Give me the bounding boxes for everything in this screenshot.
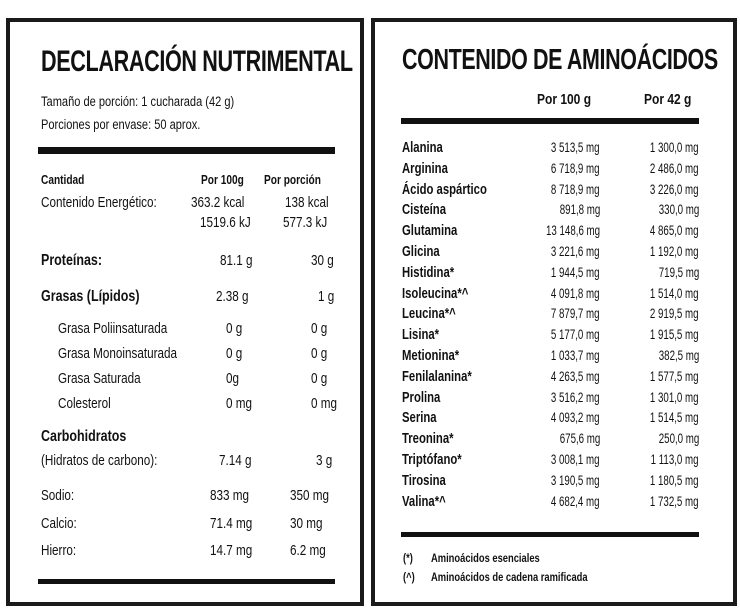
aminoacid-per-42g: 1 514,5 mg	[650, 410, 699, 425]
aminoacid-per-100g: 675,6 mg	[559, 431, 600, 446]
amino-header-divider	[401, 118, 699, 124]
aminoacid-name: Leucina*^	[402, 306, 456, 322]
aminoacid-per-100g: 4 263,5 mg	[551, 369, 600, 384]
header-per-serving: Por porción	[264, 172, 321, 187]
aminoacid-name: Histidina*	[402, 265, 455, 281]
fat-sub-per-serving: 0 mg	[311, 395, 338, 412]
aminoacid-name: Ácido aspártico	[402, 182, 487, 198]
aminoacid-per-42g: 1 113,0 mg	[651, 452, 699, 467]
mineral-label: Calcio:	[41, 515, 77, 532]
aminoacid-per-100g: 3 516,2 mg	[551, 390, 600, 405]
aminoacid-per-42g: 2 486,0 mg	[650, 161, 699, 176]
fats-per-100g: 2.38 g	[216, 288, 249, 305]
mineral-per-100g: 833 mg	[210, 487, 250, 504]
aminoacid-per-42g: 250,0 mg	[658, 431, 699, 446]
aminoacid-name: Triptófano*	[402, 452, 462, 468]
aminoacid-per-42g: 1 300,0 mg	[650, 140, 699, 155]
fats-label: Grasas (Lípidos)	[41, 288, 140, 305]
energy-kj-100g: 1519.6 kJ	[200, 214, 251, 231]
aminoacid-name: Tirosina	[402, 473, 446, 489]
energy-kj-serving: 577.3 kJ	[283, 214, 328, 231]
fat-sub-per-100g: 0 g	[226, 320, 243, 337]
nutrition-title: DECLARACIÓN NUTRIMENTAL	[41, 45, 353, 78]
fat-sub-per-serving: 0 g	[311, 345, 328, 362]
header-per-42g-amino: Por 42 g	[644, 91, 692, 108]
aminoacid-name: Cisteína	[402, 202, 447, 218]
aminoacid-per-42g: 3 226,0 mg	[650, 182, 699, 197]
aminoacid-per-100g: 3 513,5 mg	[551, 140, 600, 155]
aminoacid-name: Glicina	[402, 244, 440, 260]
aminoacid-name: Valina*^	[402, 494, 446, 510]
aminoacid-per-42g: 1 301,0 mg	[650, 390, 699, 405]
header-quantity: Cantidad	[41, 172, 85, 187]
aminoacid-name: Lisina*	[402, 327, 440, 343]
energy-label: Contenido Energético:	[41, 194, 157, 211]
energy-kcal-100g: 363.2 kcal	[191, 194, 245, 211]
header-per-100g: Por 100g	[201, 172, 244, 187]
aminoacid-title: CONTENIDO DE AMINOÁCIDOS	[402, 44, 718, 76]
aminoacid-per-42g: 4 865,0 mg	[650, 223, 699, 238]
fat-sub-label: Colesterol	[58, 395, 111, 412]
aminoacid-per-42g: 2 919,5 mg	[650, 306, 699, 321]
fat-sub-per-serving: 0 g	[311, 370, 328, 387]
aminoacid-per-100g: 7 879,7 mg	[551, 306, 600, 321]
energy-kcal-serving: 138 kcal	[285, 194, 329, 211]
aminoacid-per-42g: 1 192,0 mg	[650, 244, 699, 259]
carbs-per-serving: 3 g	[316, 452, 333, 469]
aminoacid-per-100g: 3 221,6 mg	[551, 244, 600, 259]
carbs-label-detail: (Hidratos de carbono):	[41, 452, 158, 469]
mineral-per-100g: 71.4 mg	[210, 515, 253, 532]
mineral-per-100g: 14.7 mg	[210, 542, 253, 559]
aminoacid-name: Treonina*	[402, 431, 454, 447]
protein-per-100g: 81.1 g	[220, 252, 253, 269]
mineral-label: Sodio:	[41, 487, 75, 504]
mineral-per-serving: 6.2 mg	[290, 542, 326, 559]
serving-size: Tamaño de porción: 1 cucharada (42 g)	[41, 94, 235, 109]
aminoacid-per-100g: 4 091,8 mg	[551, 286, 600, 301]
aminoacid-per-100g: 4 682,4 mg	[551, 494, 600, 509]
fat-sub-label: Grasa Monoinsaturada	[58, 345, 178, 362]
aminoacid-per-100g: 5 177,0 mg	[551, 327, 600, 342]
aminoacid-name: Alanina	[402, 140, 443, 156]
aminoacid-per-42g: 1 915,5 mg	[650, 327, 699, 342]
servings-per-container: Porciones por envase: 50 aprox.	[41, 117, 201, 132]
protein-label: Proteínas:	[41, 252, 103, 269]
fat-sub-label: Grasa Saturada	[58, 370, 141, 387]
fat-sub-label: Grasa Poliinsaturada	[58, 320, 168, 337]
footnote-text: Aminoácidos esenciales	[431, 551, 540, 565]
aminoacid-name: Glutamina	[402, 223, 458, 239]
aminoacid-per-100g: 3 190,5 mg	[551, 473, 600, 488]
aminoacid-name: Isoleucina*^	[402, 286, 469, 302]
mineral-label: Hierro:	[41, 542, 77, 559]
carbs-label: Carbohidratos	[41, 428, 127, 445]
aminoacid-per-100g: 13 148,6 mg	[545, 223, 600, 238]
footnote-symbol: (*)	[403, 551, 413, 565]
footnote-text: Aminoácidos de cadena ramificada	[431, 570, 588, 584]
aminoacid-per-100g: 4 093,2 mg	[551, 410, 600, 425]
fat-sub-per-100g: 0 g	[226, 345, 243, 362]
amino-footer-divider	[401, 532, 699, 537]
header-per-100g-amino: Por 100 g	[537, 91, 592, 108]
aminoacid-name: Fenilalanina*	[402, 369, 472, 385]
aminoacid-name: Arginina	[402, 161, 448, 177]
fat-sub-per-100g: 0 mg	[226, 395, 253, 412]
fat-sub-per-100g: 0g	[226, 370, 240, 387]
aminoacid-per-100g: 1 033,7 mg	[551, 348, 600, 363]
fat-sub-per-serving: 0 g	[311, 320, 328, 337]
footnote-symbol: (^)	[403, 570, 415, 584]
aminoacid-per-42g: 719,5 mg	[658, 265, 699, 280]
aminoacid-per-100g: 8 718,9 mg	[551, 182, 600, 197]
aminoacid-per-100g: 1 944,5 mg	[551, 265, 600, 280]
aminoacid-per-42g: 330,0 mg	[658, 202, 699, 217]
aminoacid-per-42g: 1 514,0 mg	[650, 286, 699, 301]
aminoacid-per-100g: 6 718,9 mg	[551, 161, 600, 176]
carbs-per-100g: 7.14 g	[219, 452, 252, 469]
aminoacid-per-42g: 1 180,5 mg	[650, 473, 699, 488]
aminoacid-name: Prolina	[402, 390, 441, 406]
aminoacid-per-42g: 1 732,5 mg	[650, 494, 699, 509]
aminoacid-per-42g: 382,5 mg	[658, 348, 699, 363]
aminoacid-name: Serina	[402, 410, 437, 426]
aminoacid-per-42g: 1 577,5 mg	[650, 369, 699, 384]
aminoacid-name: Metionina*	[402, 348, 460, 364]
aminoacid-per-100g: 3 008,1 mg	[551, 452, 600, 467]
protein-per-serving: 30 g	[311, 252, 334, 269]
mineral-per-serving: 30 mg	[290, 515, 323, 532]
aminoacid-per-100g: 891,8 mg	[559, 202, 600, 217]
fats-per-serving: 1 g	[318, 288, 335, 305]
mineral-per-serving: 350 mg	[290, 487, 330, 504]
